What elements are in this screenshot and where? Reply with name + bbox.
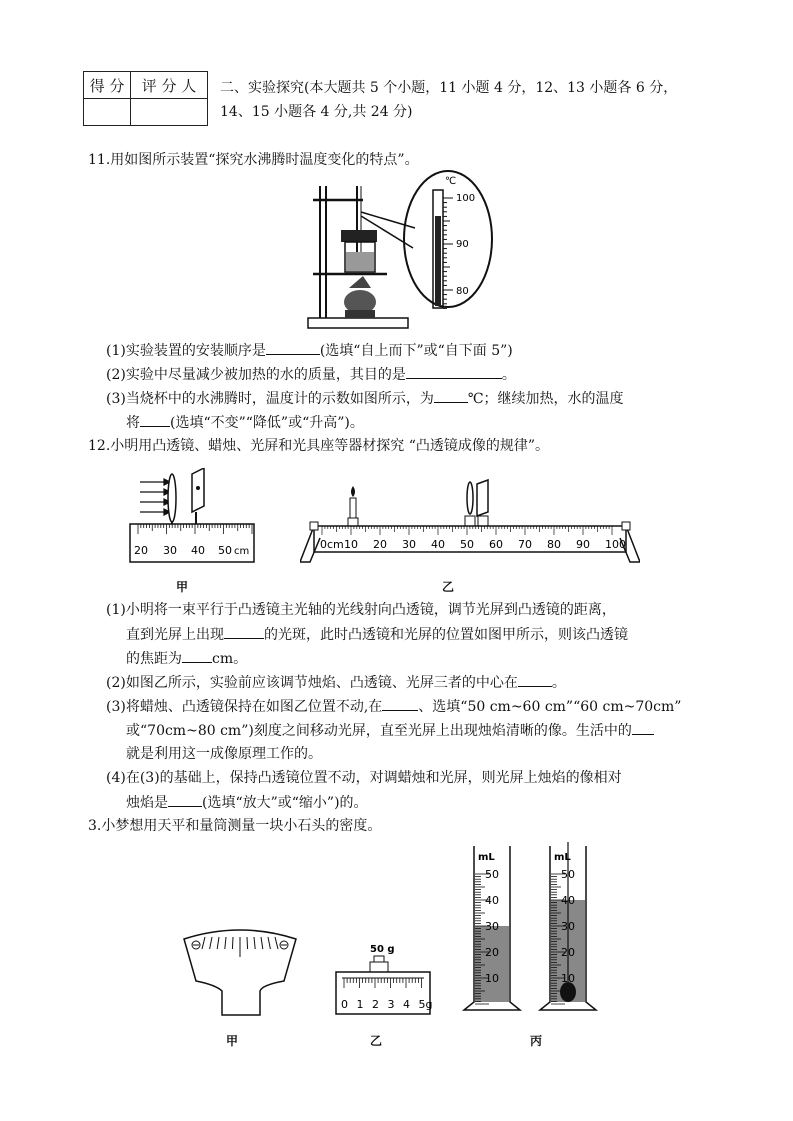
q12-blank2[interactable] bbox=[182, 648, 212, 663]
q11-part2: (2)实验中尽量减少被加热的水的质量，其目的是 。 bbox=[106, 364, 516, 385]
cylinder-label: 10 bbox=[561, 972, 575, 985]
rider-label: 3 bbox=[387, 998, 395, 1011]
bench-label: 70 bbox=[518, 538, 532, 551]
q13-figure-c-cylinders bbox=[460, 842, 610, 1022]
q13-stem: 3.小梦想用天平和量筒测量一块小石头的密度。 bbox=[88, 818, 382, 834]
rider-label: 2 bbox=[372, 998, 379, 1011]
q12-part3-line1: (3)将蜡烛、凸透镜保持在如图乙位置不动,在 、选填“50 cm~60 cm”“60 cm~70cm” bbox=[106, 696, 681, 717]
q13-caption-a: 甲 bbox=[226, 1034, 239, 1048]
cylinder-label: 30 bbox=[485, 920, 499, 933]
score-header: 得 分 bbox=[84, 72, 131, 99]
rider-label: 5g bbox=[418, 998, 433, 1011]
q12-stem: 12.小明用凸透镜、蜡烛、光屏和光具座等器材探究 “凸透镜成像的规律”。 bbox=[88, 438, 550, 454]
q13-figure-a-balance-scale bbox=[180, 925, 300, 1020]
q12-blank6[interactable] bbox=[168, 792, 202, 807]
thermometer-ticks bbox=[443, 198, 453, 308]
bench-label: 90 bbox=[576, 538, 590, 551]
thermometer-label-80: 80 bbox=[456, 286, 469, 297]
rider-scale-labels bbox=[341, 998, 432, 1011]
ruler-a-label-20: 20 bbox=[134, 544, 148, 557]
q12-part1-line2: 直到光屏上出现 的光斑，此时凸透镜和光屏的位置如图甲所示，则该凸透镜 bbox=[126, 624, 628, 645]
cylinder-label: 30 bbox=[561, 920, 575, 933]
q12-blank3[interactable] bbox=[518, 672, 552, 687]
grader-header: 评 分 人 bbox=[131, 72, 208, 99]
q12-part1-line1: (1)小明将一束平行于凸透镜主光轴的光线射向凸透镜，调节光屏到凸透镜的距离， bbox=[106, 602, 616, 618]
bench-label: 10 bbox=[344, 538, 358, 551]
cylinder-label: 40 bbox=[485, 894, 499, 907]
bench-label: 30 bbox=[402, 538, 416, 551]
q11-blank1[interactable] bbox=[266, 340, 320, 355]
section-title-line1: 二、实验探究(本大题共 5 个小题，11 小题 4 分，12、13 小题各 6 分， bbox=[220, 80, 678, 96]
q12-caption-b: 乙 bbox=[442, 580, 455, 594]
q12-caption-a: 甲 bbox=[176, 580, 189, 594]
weight-label: 50 g bbox=[370, 944, 395, 955]
cylinder-label: 40 bbox=[561, 894, 575, 907]
q12-figure-a bbox=[128, 468, 256, 568]
rider-scale-ticks bbox=[344, 978, 422, 988]
q12-part4-line2: 烛焰是 (选填“放大”或“缩小”)的。 bbox=[126, 792, 368, 813]
thermometer-unit: ℃ bbox=[445, 176, 457, 187]
q12-blank4[interactable] bbox=[382, 696, 418, 711]
q12-part3-line2: 或“70cm~80 cm”)刻度之间移动光屏，直至光屏上出现烛焰清晰的像。生活中的 bbox=[126, 720, 654, 741]
cylinder-label: 50 bbox=[561, 868, 575, 881]
q13-caption-b: 乙 bbox=[370, 1034, 383, 1048]
ruler-a-ticks bbox=[138, 524, 252, 534]
q11-stem: 11.用如图所示装置“探究水沸腾时温度变化的特点”。 bbox=[88, 152, 419, 168]
q12-part1-line3: 的焦距为 cm。 bbox=[126, 648, 247, 669]
q12-part2: (2)如图乙所示，实验前应该调节烛焰、凸透镜、光屏三者的中心在 。 bbox=[106, 672, 566, 693]
q12-part3-line3: 就是利用这一成像原理工作的。 bbox=[126, 746, 322, 762]
score-cell[interactable] bbox=[84, 99, 131, 126]
section-title-line2: 14、15 小题各 4 分,共 24 分) bbox=[220, 104, 413, 120]
bench-label: 50 bbox=[460, 538, 474, 551]
score-table bbox=[83, 71, 208, 126]
q11-blank4[interactable] bbox=[140, 412, 170, 427]
q13-figure-b-rider-scale bbox=[334, 938, 434, 1018]
rider-label: 4 bbox=[403, 998, 410, 1011]
grader-cell[interactable] bbox=[131, 99, 208, 126]
bench-label: 80 bbox=[547, 538, 561, 551]
bench-label: 0cm bbox=[320, 538, 344, 551]
cylinder-label: 20 bbox=[485, 946, 499, 959]
bench-labels bbox=[320, 538, 626, 551]
q11-part1: (1)实验装置的安装顺序是 (选填“自上而下”或“自下面 5”) bbox=[106, 340, 513, 361]
cylinder-label: 10 bbox=[485, 972, 499, 985]
cylinder-label: 20 bbox=[561, 946, 575, 959]
bench-label: 40 bbox=[431, 538, 445, 551]
q12-blank5[interactable] bbox=[632, 720, 654, 735]
bench-label: 20 bbox=[373, 538, 387, 551]
q11-blank2[interactable] bbox=[406, 364, 502, 379]
q12-blank1[interactable] bbox=[224, 624, 264, 639]
ruler-a-unit: cm bbox=[234, 546, 250, 557]
thermometer-label-100: 100 bbox=[456, 193, 476, 204]
q12-part4-line1: (4)在(3)的基础上，保持凸透镜位置不动，对调蜡烛和光屏，则光屏上烛焰的像相对 bbox=[106, 770, 622, 786]
balance-tick bbox=[232, 937, 233, 949]
q11-blank3[interactable] bbox=[434, 388, 468, 403]
balance-tick bbox=[247, 937, 248, 949]
bench-label: 100 bbox=[605, 538, 626, 551]
cylinder-label: 50 bbox=[485, 868, 499, 881]
cyl2-unit: mL bbox=[554, 852, 571, 863]
cyl1-unit: mL bbox=[478, 852, 495, 863]
bench-label: 60 bbox=[489, 538, 503, 551]
bench-ticks bbox=[322, 526, 612, 535]
q11-part3: (3)当烧杯中的水沸腾时，温度计的示数如图所示，为 ℃；继续加热，水的温度 bbox=[106, 388, 624, 409]
ruler-a-label-50: 50 bbox=[218, 544, 232, 557]
rider-label: 1 bbox=[356, 998, 364, 1011]
ruler-a-label-30: 30 bbox=[163, 544, 177, 557]
q11-part3-cont: 将 (选填“不变”“降低”或“升高”)。 bbox=[126, 412, 364, 433]
thermometer-label-90: 90 bbox=[456, 239, 469, 250]
q11-boiling-apparatus-figure bbox=[305, 168, 500, 334]
q12-figure-b bbox=[300, 478, 640, 564]
ruler-a-label-40: 40 bbox=[191, 544, 205, 557]
rider-label: 0 bbox=[341, 998, 348, 1011]
q13-caption-c: 丙 bbox=[530, 1034, 543, 1048]
